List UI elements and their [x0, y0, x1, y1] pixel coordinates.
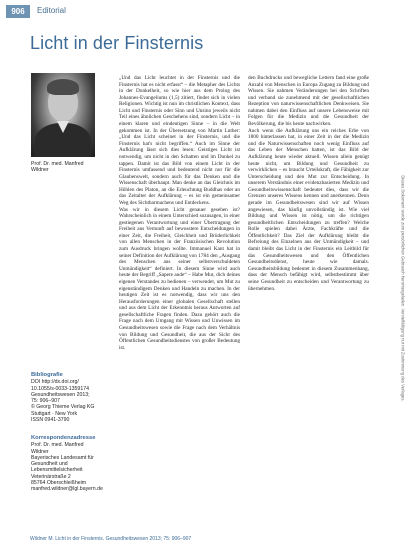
correspondence-header: Korrespondenzadresse — [31, 435, 96, 441]
bibliography-line: DOI http://dx.doi.org/ — [31, 379, 79, 386]
bibliography-line: © Georg Thieme Verlag KG — [31, 404, 95, 411]
bibliography-line: Gesundheitswesen 2013; — [31, 391, 90, 398]
correspondence-block — [31, 435, 117, 493]
caption-line: Prof. Dr. med. Manfred — [31, 161, 84, 167]
paragraph: den Buchdrucks und bewegliche Lettern fand eine große Anzahl von Menschen in Europa Zugang zu Bildung und Wissen. Sie nahmen Veränderungen bei den Schriften und verband sie zunehmend mit der gesellschaftlichen Rezeption von naturwissenschaftlichen Denkweisen. Sie nahmen dabei den Einfluss auf unsere Lebensweise mit Folgen für die Medizin und die Gesundheit der Bevölkerung, die bis heute nachwirken. — [248, 75, 369, 128]
author-photo — [31, 73, 95, 157]
bibliography-line: ISSN 0941-3790 — [31, 417, 70, 424]
page-footer: Wildner M. Licht in der Finsternis. Gesundheitswesen 2013; 75: 906–907 — [30, 536, 192, 542]
article-title: Licht in der Finsternis — [30, 33, 204, 53]
bibliography-block — [31, 372, 117, 423]
correspondence-line: Veterinärstraße 2 — [31, 473, 71, 480]
correspondence-line: Prof. Dr. med. Manfred — [31, 442, 84, 449]
correspondence-line: Gesundheit und — [31, 461, 68, 468]
paragraph: Was wir in diesem Licht genauer gesehen ist? Wahrscheinlich in einem Unterschied sozusagen, in einer gestiegenen Verantwortung und einer Übertragung der Freiheit aus Vernunft auf bewusstere Entscheidungen in einer Zeit, die Freiheit, Gleichheit und Brüderlichkeit von allen Menschen in der Französischen Revolution zum Ausdruck bringen wollte. Immanuel Kant hat in seiner Definition der Aufklärung von 1784 den „Ausgang des Menschen aus seiner selbstverschuldeten Unmündigkeit“ definiert. In diesem Sinne wird auch heute der Begriff „Sapere aude“ – Habe Mut, dich deines eigenen Verstandes zu bedienen – verwendet, um Mut zu eigenständigem Denken und Handeln zu machen. In der heutigen Zeit ist es notwendig, dass wir uns den Herausforderungen einer globalen Gesellschaft stellen und aus dem Licht der Erkenntnis heraus Antworten auf gesellschaftliche Fragen finden. Dazu gehört auch die Frage nach dem Umgang mit Wissen und Unwissen im Gesundheitswesen sowie die Frage nach dem Verhältnis von Bildung und Gesundheit, die aus der Sicht des Öffentlichen Gesundheitsdienstes von großer Bedeutung ist. — [119, 206, 240, 351]
page-header — [0, 0, 413, 22]
correspondence-line: Lebensmittelsicherheit — [31, 467, 83, 474]
page-number-badge: 906 — [6, 5, 30, 18]
photo-caption — [31, 161, 111, 174]
bibliography-line: Stuttgart · New York — [31, 410, 78, 417]
bibliography-line: 75: 906–907 — [31, 398, 60, 405]
body-column-2 — [248, 75, 369, 292]
body-column-1 — [119, 75, 240, 351]
correspondence-email[interactable]: manfred.wildner@lgl.bayern.de — [31, 486, 103, 493]
copyright-side-note — [399, 150, 407, 430]
section-label: Editorial — [37, 6, 66, 15]
bibliography-header: Bibliografie — [31, 372, 63, 378]
correspondence-line: Wildner — [31, 448, 49, 455]
side-note-text: Dieses Dokument wurde zum persönlichen Gebrauch heruntergeladen. Vervielfältigung nur mit Zustimmung des Verlages. — [400, 175, 406, 402]
paragraph: „Und das Licht leuchtet in der Finsternis und die Finsternis hat es nicht erfasst“ – die Metapher des Lichts in der Dunkelheit, so wie hier aus dem Prolog des Johannes-Evangeliums (1,5) zitiert, findet sich in vielen Religionen. Wichtig ist nun im christlichen Kontext, dass Licht und Finsternis oder Sinn und Unsinn jeweils nicht Teil eines ähnlichen Geschehens sind, sondern Licht – in einem klaren und eindeutigen Sinne – in die Welt gekommen ist. In der Übersetzung von Martin Luther: „Und das Licht scheinet in der Finsternis, und die Finsternis hat's nicht begriffen.“ Auch im Sinne der Aufklärung lässt sich dies lesen: Geistiges Licht ist notwendig, um nicht in den Schatten und im Dunkel zu tappen. Damit ist das Bild von einem Licht in der Finsternis umfassend und bedeutend nicht nur für die Glaubenswelt, sondern auch für das Denken und die Wissenschaft überhaupt. Man denke an das Gleichnis im Höhlen des Platon, an die Erleuchtung Buddhas oder an das Zeitalter der Aufklärung – es ist ein gemeinsamer Weg des Sichtbarmachens und Entdeckens. — [119, 75, 240, 206]
caption-line: Wildner — [31, 167, 49, 174]
correspondence-line: 85764 Oberschleißheim — [31, 480, 87, 487]
bibliography-line: 10.1055/s-0033-1359174 — [31, 385, 89, 392]
paragraph: Auch wenn die Aufklärung uns ein reiches Erbe von 1800 hinterlassen hat, in einer Zeit in der die Medizin und die Naturwissenschaften noch wenig Einfluss auf das Leben der Menschen hatten, ist das Bild der Aufklärung heute wieder aktuell. Wissen allein genügt heute nicht, um Bildung und Gesundheit zu verwirklichen – es braucht Urteilskraft, die Fähigkeit zur Unterscheidung und den Mut zur Entscheidung. In unserem Verständnis einer evidenzbasierten Medizin und Gesundheitswissenschaft bedeutet dies, dass wir die Grenzen unseres Wissens kennen und anerkennen. Denn gerade im Gesundheitswesen sind wir auf Wissen angewiesen, das häufig unvollständig ist. Wie viel Bildung und Wissen ist nötig, um die richtigen gesundheitlichen Entscheidungen zu treffen? Welche Rolle spielen dabei Ärzte, Fachkräfte und die Öffentlichkeit? Das Ziel der Aufklärung bleibt die Befreiung des Einzelnen aus der Unmündigkeit – und damit bleibt das Licht in der Finsternis ein Leitbild für das Gesundheitswesen und den Öffentlichen Gesundheitsdienst, heute wie damals. Gesundheitsbildung bedeutet in diesem Zusammenhang, dass der Mensch befähigt wird, selbstbestimmt über seine Gesundheit zu entscheiden und Verantwortung zu übernehmen. — [248, 127, 369, 292]
correspondence-line: Bayerisches Landesamt für — [31, 454, 94, 461]
